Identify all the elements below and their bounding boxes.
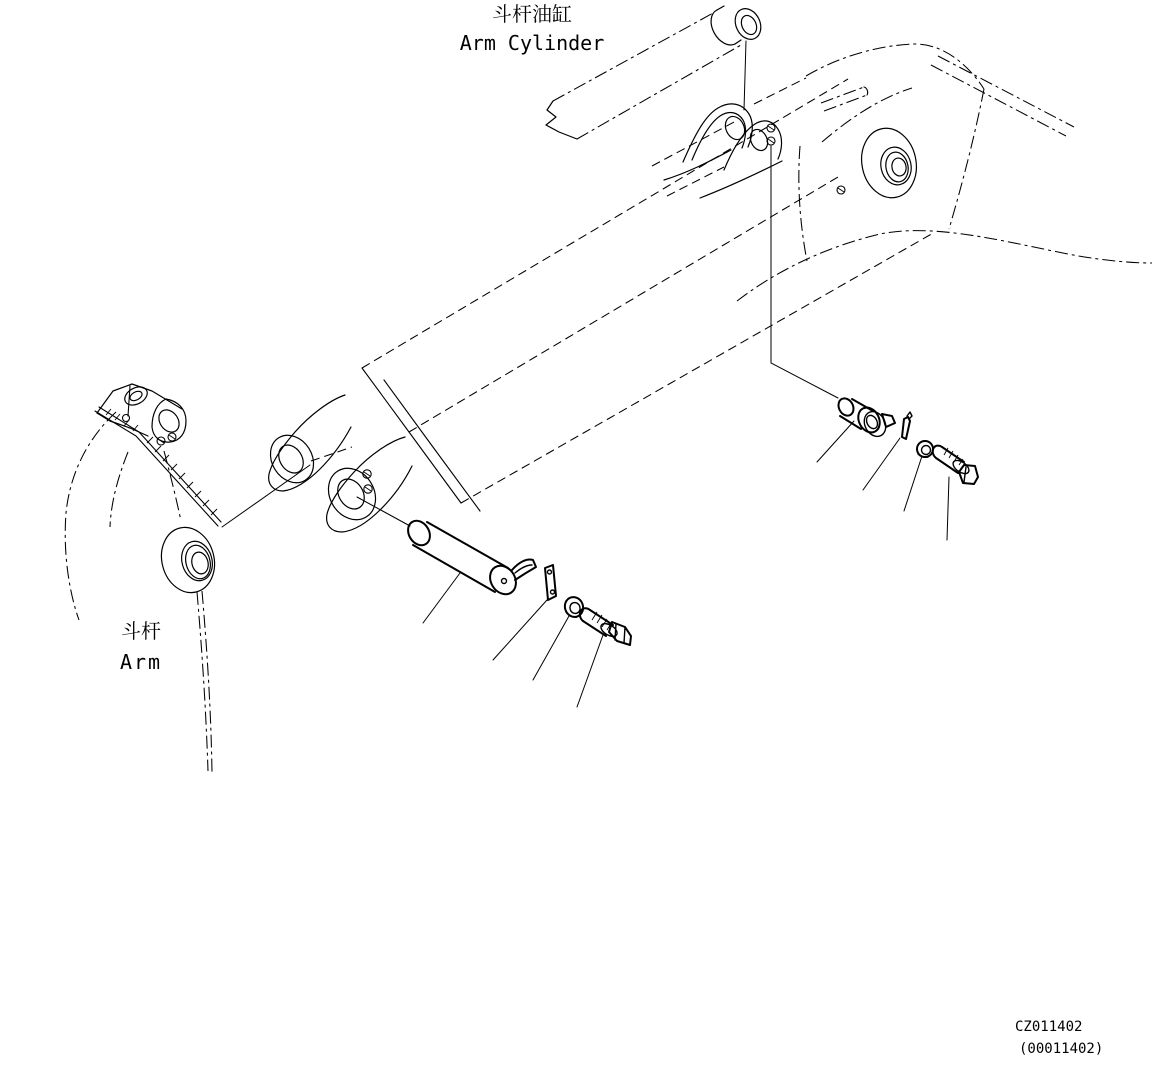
drawing-code-sub: (00011402): [1019, 1041, 1104, 1057]
arm-label-cn: 斗杆: [121, 619, 161, 643]
boom-bracket-drawing: [664, 78, 806, 198]
main-pin: [404, 517, 435, 550]
drawing-code: CZ011402: [1015, 1019, 1083, 1035]
main-pin-group: [404, 517, 631, 707]
arm-drawing: [65, 383, 221, 773]
arm-cylinder-label-cn: 斗杆油缸: [492, 2, 572, 26]
arm-cylinder-label-en: Arm Cylinder: [459, 31, 605, 55]
leader-arm-boss: [222, 465, 310, 527]
bolt: [580, 608, 631, 645]
washer: [562, 595, 586, 620]
small-pin-group: [817, 396, 978, 540]
small-bolt: [933, 446, 978, 484]
arm-cylinder-drawing: [546, 4, 766, 139]
boom-clevis-drawing: [262, 395, 412, 532]
small-lock-plate: [902, 417, 910, 439]
cylinder-rod-eye: [730, 4, 765, 43]
leader-clevis-pin: [357, 497, 410, 526]
boom-root-drawing: [737, 44, 1152, 301]
leader-cylinder-eye: [744, 41, 746, 110]
boom-beam-drawing: [311, 79, 935, 511]
arm-label-en: Arm: [119, 650, 163, 674]
boom-hub-boss: [855, 123, 922, 203]
